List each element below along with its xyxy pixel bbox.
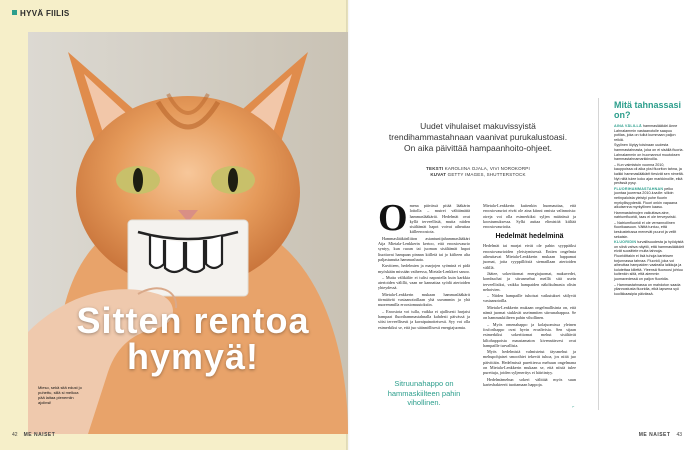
magazine-name-left: ME NAISET xyxy=(23,432,56,438)
body-paragraph: – Myös omenahappo ja kolajuomissa yleinen fosforihappo ovat hyvin eroaltvisia. Sen sijaan esimerkiksi sokerittomat mehut sisältävät kiltohappoista maustamaton kivennäisvesi ovat hampaille turvallisia. xyxy=(483,321,576,348)
sidebar-text: – Natriumfluoridi ei ole verrannollinen fluorikaasuun. Väittä tuntuu, että keskustelussa menevät puurot ja vellit sekaisin. xyxy=(614,220,677,239)
subheading: Hedelmät hedelminä xyxy=(495,233,564,241)
body-paragraph: Kuvitteen, hedelmien ja marjojen syöminä ei pidä myöskään missään vaiheessa, Mietala-Lenkkeri sanoo. xyxy=(378,263,470,274)
article-column-1 xyxy=(378,197,470,331)
magazine-name-right: ME NAISET xyxy=(638,432,671,438)
section-label-text: HYVÄ FIILIS xyxy=(20,9,70,18)
body-paragraph: Myös hedelmistä valmistetut täysmehut ja mehupohjaiset smoothiet tekevät tuhoa, jos niitä juo päivittäin. Hedelmissä purettiessa mehuun ongelmana on Mietala-Lenkkerin mukaan se, että niistä tulee purettuja, joiden syljeneritys ei häiriintyy. xyxy=(483,349,576,376)
body-paragraph: Mietala-Lenkkerin kuitenkin huomauttaa, että eroosiovauriot eivät ole aina kiinni omista valinnoista: oireja voi olla esimerkiksi syljen määrässä ja koostumuksessa. Sylki auttaa elimistöä kiiltää eroosiovaurioita. xyxy=(483,203,576,230)
headline xyxy=(48,300,338,377)
credits-authors: KAROLIINA OJALA, VIVI NOROKORPI xyxy=(444,166,530,171)
photo-caption: Mieso, sekä sitä edust jo puhettu, sillä si melkoa pää laitaa pienemiin ajolinsi! xyxy=(38,385,82,405)
sidebar-box xyxy=(614,100,684,297)
section-marker-icon xyxy=(12,10,17,15)
sidebar-title: Mitä tahnassasi on? xyxy=(614,100,682,120)
page-number-right: 43 xyxy=(676,432,682,438)
article-credits xyxy=(384,166,572,178)
sidebar-text: turvallisuudesta ja hyödyistä on siinä vahva näyttö, että hammaslääkärit eivät suosittele muita tahnoja. Fluoridittakin ei lisä tuhoja karieksen torjunnassa tahnaa. Fluoridi, joka voi aiheuttaa hampaiden vaalealla laikkuja ja kulutettaa kiilettä. Yleensä fluoroosi johtuu kuitenkin siitä, että aiemmin juomavedessä on paljon fluoridia. xyxy=(614,240,684,281)
sidebar-text: Hammastahnojen vaikuttava aine, natriumfluoridi, taas ei ole terveysriski. xyxy=(614,210,677,220)
sidebar-text: hammaslääkäri Anne Lahnalammin vastaanotolle saapuu potilas, joka on tullut kummaan paljon reikiä. xyxy=(614,124,678,142)
folio-left xyxy=(12,432,55,438)
body-paragraph: mena päivässä pitää lääkärin loitolla – mutrei välttämättä hammaslääkäriä. Hedelmät ovat kyllä terveellisiä, mutta niiden sisältämät hapot voivat aiheuttaa kiilleeroosiota. xyxy=(409,203,470,235)
headline-line-1: Sitten rentoa xyxy=(76,300,310,341)
body-paragraph: Hedelmät tai marjat eivät ole pahin syyppäiksi eroosiovaurioiden yleistymisessä. Entien ongelmia aiheuttavat Mietala-Lenkkerin mukaan happamat juomat, joita ryyppillöisiä siemaillaan aterioiden välillä. xyxy=(483,243,576,270)
section-label xyxy=(12,9,70,18)
headline-line-2: hymyä! xyxy=(126,336,260,377)
credits-photo-label: KUVAT xyxy=(430,172,447,177)
pull-quote: Sitruunahappo on hammaskiilteen pahin vihollinen. xyxy=(387,379,461,407)
body-paragraph: Jäätee, sokerittomat energiajuomat, makuvedet, kombuchat ja sitrusmehut meillä sitä usein terveellisiksi, vaikka hampaiden näkökulmasta olisin nehoivien. xyxy=(483,270,576,292)
credits-photos: GETTY IMAGES, SHUTTERSTOCK xyxy=(447,172,526,177)
end-mark-icon: ⌐ xyxy=(572,404,575,409)
sidebar-keyword: FLUORIHAMMASTAHNAN xyxy=(614,186,664,191)
body-paragraph: Hedelmämehun sokeri välittää myös suun kariesbakteerit tuottamaan happoja. xyxy=(483,376,576,387)
body-paragraph: – Niiden hampaille tuhoisat vaikutukset säilyvät vastaanotoilla. xyxy=(483,293,576,304)
dropcap: O xyxy=(378,197,408,239)
body-paragraph: – Eroosiota voi tulla, vaikka ei ajallisesti harjaisi hampaat fluorihammastahnalla kahdesti päivässä ja söisi terveellisesti ja kavaipainotteisesti. Syy voi olla esimerkiksi se, että juo säännöllisesti energiajuomia. xyxy=(378,308,470,330)
sidebar-keyword: KLUORIDIN xyxy=(614,240,637,245)
article-lede: Uudet vihulaiset makuvissyistä trendihammastahnaan vaanivat purukalustoasi. On aika päivittää hampaanhoito-ohjeet. xyxy=(388,121,568,153)
folio-right xyxy=(639,432,682,438)
body-paragraph: – Mutta välikäläv ei tulisi napostella kuin karkkia aterioiden välillä, vaan ne kannattaa syödä aterioiden yhteydessä. xyxy=(378,274,470,291)
sidebar-text: pelko juontaa juurensa 2010-luvulle: silloin netinpaloista yleistyi puhe fluorin myrkyllisyydestä. Fluori onkin vapaana aikuisenna myrkyllinen kaasu. xyxy=(614,186,678,210)
body-paragraph: Mietala-Lenkkerin mukaan hammaslääkärit törmäävät vastaanotoillaan yhä useammin ja yhä nuoremmilla eroosiomuutoksiin. xyxy=(378,291,470,308)
sidebar-body xyxy=(614,124,684,296)
sidebar-text: Syylinen löytyy toisinaan uudesta hammastahnasta, joka on ei sisällä fluoria. Lahnalammin on huomannut muutoksen hammastahnamarkkinoilla. xyxy=(614,143,684,162)
page-number-left: 42 xyxy=(12,432,18,438)
body-paragraph: Hammaslääkäriliiton asiantuntijahammaslääkäri Aija Mietala-Lenkkerin kertoo, että eroosiovaurio syntyy, kun ruoan tai juoman sisältämät hapot liuottavat hampaan pinnan kiilletä tai jo kiilteen alta paljastunutta hammasluuta. xyxy=(378,235,470,262)
sidebar-keyword: AINA VÄLILLÄ xyxy=(614,124,642,128)
sidebar-divider xyxy=(598,98,599,410)
credits-text-label: TEKSTI xyxy=(426,166,444,171)
sidebar-text: – Kun valmistuin vuonna 2010, kauppoissa oli aika yksi fluoriton tahna, ja kaikki hammaslääkärit tiesivät sen nimeltä. Nyt niitä tulee koko ajan markkinoille, eikä perässä pysy. xyxy=(614,162,684,186)
article-column-2 xyxy=(483,203,576,388)
sidebar-text: – Hammastahnassa on mahdoton saada yliannostusta fluoridia, eikä lapsena syö kuolikkaasipia päivässä. xyxy=(614,282,681,296)
body-paragraph: Mietala-Lenkkerin mukaan ongelmallisinta on, että nämä juomat siukkvät useimmiten siirrunahappoa. Se on hammaskiilteen pahin vihollinen. xyxy=(483,304,576,321)
